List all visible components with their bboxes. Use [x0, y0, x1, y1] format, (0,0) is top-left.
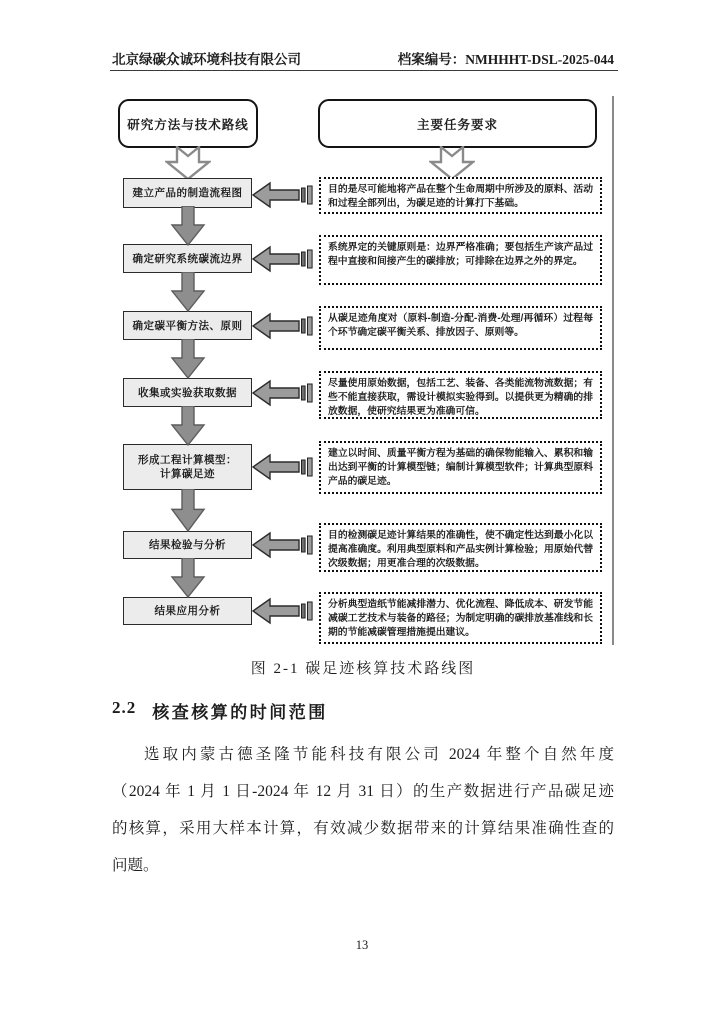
task-text: 从碳足迹角度对（原料-制造-分配-消费-处理/再循环）过程每个环节确定碳平衡关系、排放因子、原则等。 — [328, 313, 593, 339]
hollow-down-arrow-icon — [165, 146, 211, 180]
section-number: 2.2 — [112, 698, 137, 717]
doc-number: 档案编号：NMHHHT-DSL-2025-044 — [397, 52, 614, 67]
task-text: 目的检测碳足迹计算结果的准确性，使不确定性达到最小化以提高准确度。利用典型原料和产品实例计算检验；用原始代替次级数据；用更准合理的次级数据。 — [328, 530, 593, 570]
step-box-4 — [123, 378, 252, 407]
hollow-down-arrow-icon — [429, 146, 475, 180]
left-arrow-icon — [252, 378, 314, 408]
step-box-5 — [123, 444, 252, 490]
step-label: 结果检验与分析 — [149, 539, 226, 551]
left-arrow-icon — [252, 244, 314, 274]
left-arrow-icon — [252, 596, 314, 626]
step-label: 收集或实验获取数据 — [138, 386, 237, 399]
body-paragraph — [112, 736, 614, 884]
task-box-2 — [319, 235, 602, 285]
left-arrow-icon — [252, 180, 314, 210]
left-title-label: 研究方法与技术路线 — [127, 117, 249, 132]
paragraph-line: 问题。 — [112, 857, 159, 874]
step-box-3 — [123, 311, 252, 340]
company-name: 北京绿碳众诚环境科技有限公司 — [112, 52, 301, 67]
task-text: 系统界定的关键原则是：边界严格准确；要包括生产该产品过程中直接和间接产生的碳排放；可排除在边界之外的界定。 — [328, 242, 593, 268]
task-box-6 — [319, 523, 602, 572]
paragraph-line: 选取内蒙古德圣隆节能科技有限公司 2024 年整个自然年度 — [144, 746, 614, 763]
figure-caption: 图 2-1 碳足迹核算技术路线图 — [250, 661, 476, 677]
section-title: 核查核算的时间范围 — [152, 703, 328, 722]
task-box-7 — [319, 592, 602, 644]
down-arrow-icon — [170, 339, 206, 379]
step-box-2 — [123, 244, 252, 273]
down-arrow-icon — [170, 406, 206, 446]
left-arrow-icon — [252, 311, 314, 341]
task-text: 建立以时间、质量平衡方程为基础的确保物能输入、累积和输出达到平衡的计算模型链；编制计算模型软件；计算典型原料产品的碳足迹。 — [328, 448, 593, 488]
down-arrow-icon — [170, 489, 206, 532]
step-box-6 — [123, 531, 252, 559]
step-label: 建立产品的制造流程图 — [132, 187, 243, 199]
down-arrow-icon — [170, 206, 206, 246]
right-title-label: 主要任务要求 — [416, 117, 498, 132]
down-arrow-icon — [170, 558, 206, 598]
task-box-4 — [319, 371, 602, 419]
down-arrow-icon — [170, 272, 206, 312]
task-text: 分析典型造纸节能减排潜力、优化流程、降低成本、研发节能减碳工艺技术与装备的路径；为制定明确的碳排放基准线和长期的节能减碳管理措施提出建议。 — [328, 599, 593, 639]
step-box-7 — [123, 597, 252, 625]
flowchart-left-title-box — [118, 99, 258, 148]
paragraph-line: 的核算，采用大样本计算，有效减少数据带来的计算结果准确性查的 — [112, 820, 614, 837]
page-header — [112, 48, 614, 68]
step-label: 计算碳足迹 — [160, 468, 215, 480]
task-text: 尽量使用原始数据，包括工艺、装备、各类能流物流数据；有些不能直接获取，需设计模拟实验得到。以提供更为精确的排放数据，使研究结果更为准确可信。 — [328, 378, 593, 418]
header-rule — [110, 70, 618, 71]
section-heading — [112, 698, 328, 723]
task-box-3 — [319, 306, 602, 350]
left-arrow-icon — [252, 530, 314, 560]
step-label: 结果应用分析 — [154, 605, 221, 617]
page-number: 13 — [355, 938, 369, 952]
step-label: 确定研究系统碳流边界 — [132, 252, 243, 265]
step-label: 形成工程计算模型： — [138, 454, 237, 466]
task-box-1 — [319, 177, 602, 214]
flowchart-right-title-box — [318, 99, 597, 148]
step-box-1 — [123, 178, 252, 208]
figure-right-rule — [612, 96, 614, 645]
task-text: 目的是尽可能地将产品在整个生命周期中所涉及的原料、活动和过程全部列出，为碳足迹的计算打下基础。 — [328, 184, 593, 210]
step-label: 确定碳平衡方法、原则 — [132, 319, 243, 332]
task-box-5 — [319, 441, 602, 494]
left-arrow-icon — [252, 452, 314, 482]
paragraph-line: （2024 年 1 月 1 日-2024 年 12 月 31 日）的生产数据进行产品碳足迹 — [112, 783, 614, 800]
